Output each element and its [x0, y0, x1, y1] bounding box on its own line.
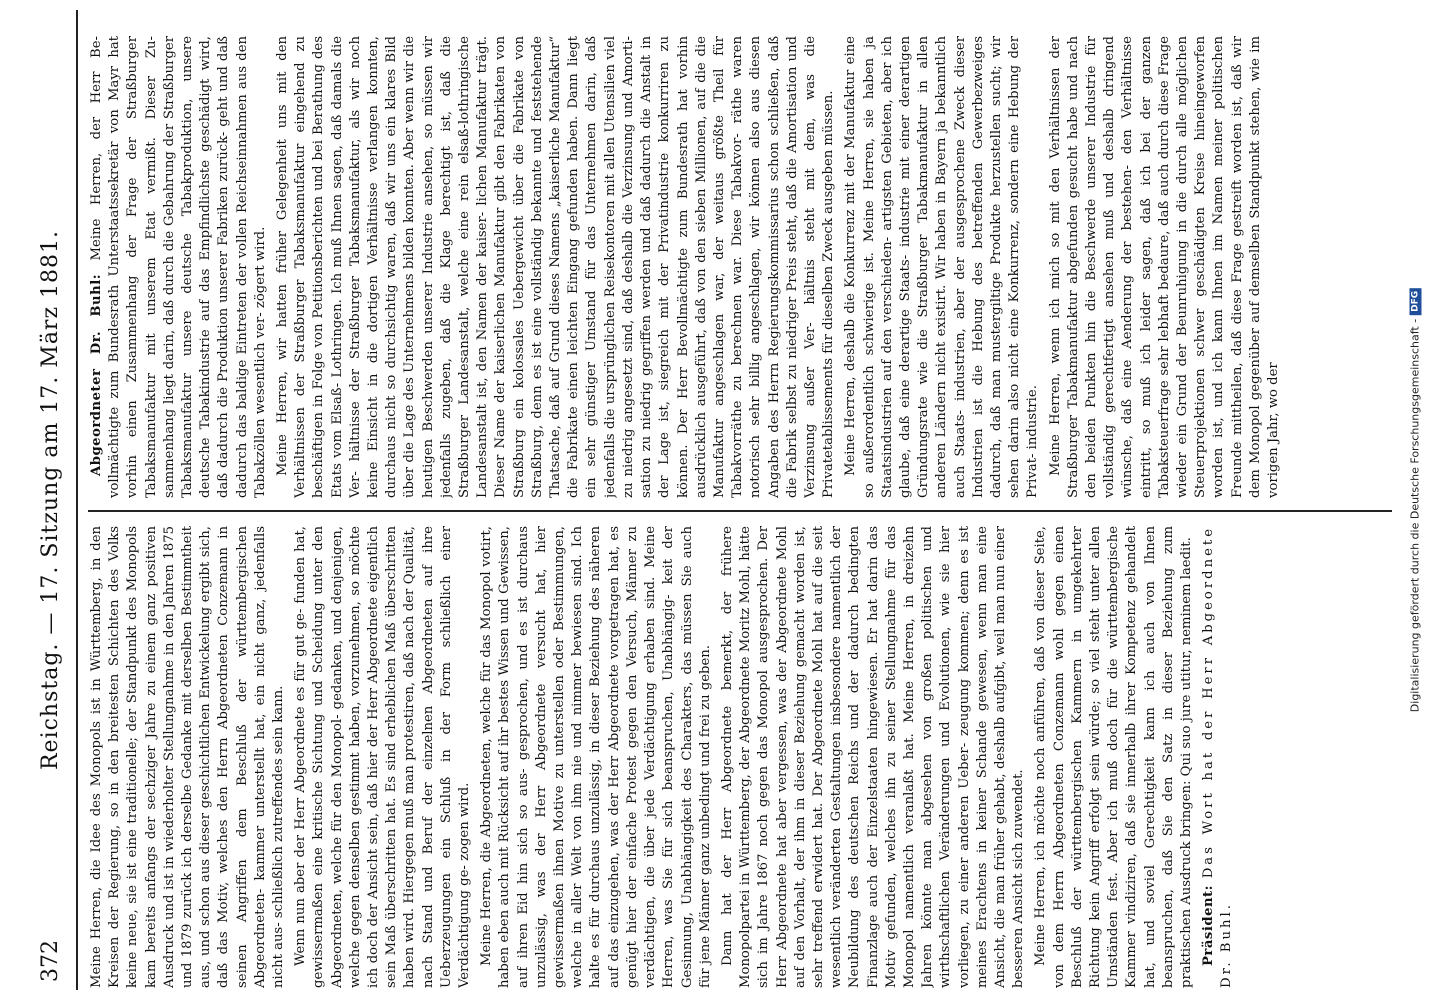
digitization-note: [1404, 8, 1426, 992]
speaker-paragraph: [88, 36, 270, 498]
speaker-name: Präsident:: [1201, 884, 1217, 966]
paragraph: Meine Herren, wir hatten früher Gelegenheit uns mit den Verhältnissen der Straßburger Tabaksmanufaktur eingehend zu beschäftigen in Folge von Petitionsberichten und bei Berathung des Etats vom Elsaß- Lothringen. Ich muß Ihnen sagen, daß damals die Ver- hältnisse der Straßburger Tabaksmanufaktur, als wir noch keine Einsicht in die dortigen Verhältnisse verlangen konnten, durchaus nicht so durchsichtig waren, daß wir uns ein klares Bild über die Lage des Unternehmens bilden konnten. Aber wenn wir die heutigen Beschwerden unserer Industrie ansehen, so müssen wir jedenfalls zugeben, daß die Klage berechtigt ist, daß die Straßburger Landesanstalt, welche eine rein elsaß-lothringische Landesanstalt ist, den Namen der kaiser- lichen Manufaktur trägt. Dieser Name der kaiserlichen Manufaktur gibt den Fabrikaten von Straßburg ein kolossales Uebergewicht über die Fabrikate von Straßburg, denn es ist eine vollständig bekannte und feststehende Thatsache, daß auf Grund dieses Namens „kaiserliche Manufaktur“ die Fabrikate einen leichten Eingang gefunden haben. Dann liegt ein sehr günstiger Umstand für das Unternehmen darin, daß jedenfalls die ursprünglichen Reisekontoren mit allen Utensilien viel zu niedrig angesetzt sind, daß deshalb die Verzinsung und Amorti- sation zu niedrig gegriffen werden und daß dadurch die Anstalt in der Lage ist, siegreich mit der Privatindustrie konkurriren zu können. Der Herr Bevollmächtigte zum Bundesrath hat vorhin ausdrücklich ausgeführt, daß von den sieben Millionen, auf die die Manufaktur angeschlagen war, der weitaus größte Theil für Tabakvorräthe zu berechnen war. Diese Tabakvor- räthe waren notorisch sehr billig angeschlagen, wir können also aus diesen Angaben des Herrn Regierungskommissarius schon schließen, daß die Fabrik selbst zu niedriger Preis steht, daß die Amortisation und Verzinsung außer Ver- hältnis steht mit dem, was die Privatetablissements für dieselben Zweck ausgeben müssen.: [275, 36, 837, 498]
page-number: 372: [38, 940, 63, 982]
digitization-note-text: Digitalisierung gefördert durch die Deutsche Forschungsgemeinschaft -: [1408, 318, 1422, 713]
speaker-text: Das Wort hat der Herr Abgeordnete Dr. Buhl.: [1201, 526, 1235, 988]
paragraph: Meine Herren, deshalb die Konkurrenz mit der Manufaktur eine so außerordentlich schwierige ist. Meine Herren, sie haben ja Staatsindustrien auf den verschieden- artigsten Gebieten, aber ich glaube, daß eine derartige Staats- industrie mit einer derartigen Gründungsrate wie die Straßburger Tabakmanufaktur in allen anderen Ländern nicht existirt. Wir haben in Bayern ja bekanntlich auch Staats- industrien, aber der ausgesprochene Zweck dieser Industrien ist die Hebung des betreffenden Gewerbezweiges dadurch, daß man mustergiltige Produkte herzustellen sucht; wir sehen darin also nicht eine Konkurrenz, sondern eine Hebung der Privat- industrie.: [843, 36, 1041, 498]
paragraph: Meine Herren, ich möchte noch anführen, daß von dieser Seite, von dem Herrn Abgeordneten Conzemann wohl gegen einen Beschluß der württembergischen Kammern in umgekehrter Richtung kein Angriff erfolgt sein würde; so viel steht unter allen Umständen fest. Aber ich muß doch für die württembergische Kammer vindiziren, daß sie innerhalb ihrer Kompetenz gehandelt hat, und soviel Gerechtigkeit kann ich auch von Ihnen beanspruchen, daß Sie den Satz in dieser Beziehung zum praktischen Ausdruck bringen: Qui suo jure utitur, neminem laedit.: [1033, 526, 1194, 988]
paragraph: Meine Herren, die Idee des Monopols ist in Württemberg, in den Kreisen der Regierung, so in den breitesten Schichten des Volks keine neue, sie ist eine traditionelle; der Standpunkt des Monopols kam bereits anfangs der sechziger Jahre zu einem ganz positiven Ausdruck und ist in wiederholter Stellungnahme in den Jahren 1875 und 1879 zurück ich derselbe Gedanke mit derselben Bestimmtheit aus, und schon aus dieser geschichtlichen Entwickelung ergibt sich, daß das Motiv, welches den Herrn Abgeordneten Conzemann in seinen Angriffen dem Beschluß der württembergischen Abgeordneten- kammer unterstellt hat, ein nicht ganz, jedenfalls nicht aus- schließlich zutreffendes sein kann.: [89, 526, 287, 988]
paragraph: Wenn nun aber der Herr Abgeordnete es für gut ge- funden hat, gewissermaßen eine kritische Sichtung und Scheidung unter den Abgeordneten, welche für den Monopol- gedanken, und denjenigen, welche gegen denselben gestimmt haben, vorzunehmen, so möchte ich doch der Ansicht sein, daß hier der Herr Abgeordnete eigentlich sein Maß überschritten hat. Es sind erheblichen Maß überschritten haben wird. Hiergegen muß man protestiren, daß nach der Qualität, nach Stand und Beruf der einzelnen Abgeordneten auf ihre Ueberzeugungen ein Schluß in der Form schließlich einer Verdächtigung ge- zogen wird.: [293, 526, 473, 988]
dfg-logo: DFG: [1409, 288, 1421, 315]
running-head: Reichstag. — 17. Sitzung am 17. März 1881.: [38, 229, 63, 771]
speaker-paragraph: [1200, 526, 1236, 988]
header-rule: [76, 10, 78, 990]
paragraph: Dann hat der Herr Abgeordnete bemerkt, der frühere Monopolpartei in Württemberg, der Abgeordnete Moritz Mohl, hätte sich im Jahre 1867 noch gegen das Monopol ausgesprochen. Der Herr Abgeordnete hat aber vergessen, was der Abgeordnete Mohl auf den Vorhalt, der ihm in dieser Beziehung gemacht worden ist, sehr treffend erwidert hat. Der Abgeordnete Mohl hat auf die seit wesentlich veränderten Gestaltungen insbesondere namentlich der Neubildung des deutschen Reichs und der dadurch bedingten Finanzlage auch der Einzelstaaten hingewiesen. Er hat darin das Motiv gefunden, welches ihn zu seiner Stellungnahme für das Monopol namentlich veranlaßt hat. Meine Herren, in dreizehn Jahren könnte man abgesehen von großen politischen und wirthschaftlichen Veränderungen und Evolutionen, wie sie hier vorliegen, zu einer anderen Ueber- zeugung kommen; denn es ist meines Erachtens in keiner Schande gewesen, wenn man eine Ansicht, die man früher gehabt, deshalb aufgibt, weil man nun einer besseren Ansicht sich zuwendet.: [719, 526, 1027, 988]
speaker-text: Meine Herren, der Herr Be- vollmächtigte zum Bundesrath Unterstaatssekretär von Mayr hat vorhin einen Zusammenhang der Frage der Straßburger Tabaksmanufaktur mit unserem Etat vermißt. Dieser Zu- sammenhang liegt darin, daß durch die Gebahrung der Straßburger Tabaksmanufaktur unsere deutsche Tabakproduktion, unsere deutsche Tabakindustrie auf das Empfindlichste geschädigt wird, daß dadurch die Produktion unserer Fabriken zurück- geht und daß dadurch das baldige Eintreten der vollen Reichseinnahmen aus den Tabakzöllen wesentlich ver- zögert wird.: [89, 36, 268, 498]
text-columns: [88, 12, 1392, 988]
page-header: [30, 0, 70, 1000]
speaker-name: Abgeordneter Dr. Buhl:: [89, 273, 104, 476]
column-divider: [88, 510, 1392, 512]
paragraph: Meine Herren, die Abgeordneten, welche für das Monopol votirt, haben eben auch mit Rücksicht auf ihr bestes Wissen und Gewissen, auf ihren Eid hin sich so aus- gesprochen, und es ist durchaus unzulässig, was der Herr Abgeordnete versucht hat, hier gewissermaßen ihnen Motive zu unterstellen oder Bestimmungen, welche in aller Welt von ihm nie und nimmer bewiesen sind. Ich halte es für durchaus unzulässig, in dieser Beziehung des näheren auf das einzugehen, was der Herr Abgeordnete vorgetragen hat, es genügt hier der einfache Protest gegen den Versuch, Männer zu verdächtigen, die über jede Verdächtigung erhaben sind. Meine Herren, was Sie für sich beanspruchen, Unabhängig- keit der Gesinnung, Unabhängigkeit des Charakters, das müssen Sie auch für jene Männer ganz unbedingt und frei zu geben.: [479, 526, 713, 988]
column-right: [88, 36, 1392, 498]
paragraph: Meine Herren, wenn ich mich so mit den Verhältnissen der Straßburger Tabakmanufaktur abgefunden gesucht habe und nach den beiden Punkten hin die Beschwerde unserer Industrie für vollständig gerechtfertigt ansehen muß und deshalb dringend wünsche, daß eine Aenderung der bestehen- den Verhältnisse eintritt, so muß ich leider sagen, daß ich bei der ganzen Tabaksteuerfrage sehr lebhaft bedaure, daß auch durch diese Frage wieder ein Grund der Beunruhigung in die durch alle möglichen Steuerprojektionen schwer geschädigten Kreise hineingeworfen worden ist, und ich kann Ihnen im Namen meiner politischen Freunde mittheilen, daß diese Frage gestreift worden ist, daß wir dem Monopol gegenüber auf demselben Standpunkt stehen, wie im vorigen Jahr, wo der: [1047, 36, 1281, 498]
column-left: [88, 526, 1392, 988]
